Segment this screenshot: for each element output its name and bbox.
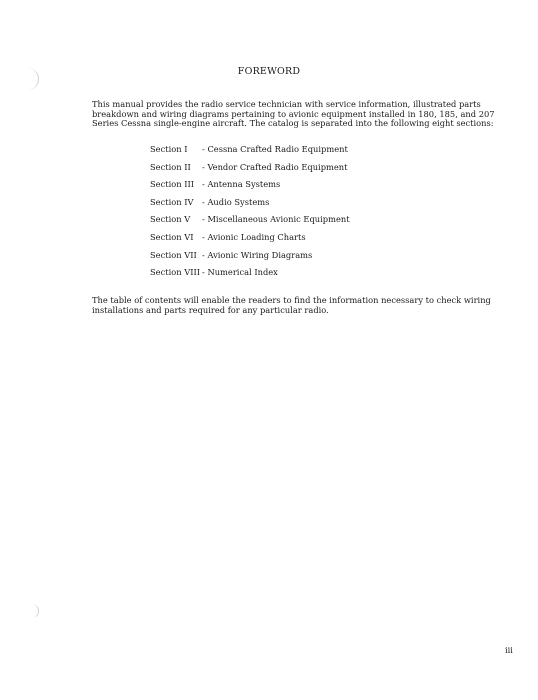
section-number: Section VI — [150, 231, 194, 242]
section-description: - Audio Systems — [202, 196, 270, 207]
section-number: Section VIII — [150, 267, 201, 278]
section-description: - Numerical Index — [202, 267, 278, 278]
section-description: - Cessna Crafted Radio Equipment — [202, 144, 348, 154]
section-description: - Avionic Loading Charts — [202, 231, 306, 242]
section-list-item — [150, 232, 410, 250]
section-description: - Avionic Wiring Diagrams — [202, 249, 313, 260]
section-list-item — [150, 179, 410, 197]
section-list-item — [150, 144, 410, 162]
section-list-item — [150, 214, 410, 232]
section-number: Section V — [150, 214, 191, 225]
section-number: Section III — [150, 179, 195, 190]
intro-paragraph: This manual provides the radio service technician with service information, illustrated parts breakdown and wiring diagrams pertaining to avionic equipment installed in 180, 185, and 207 Series Cessna single-engine aircraft. The catalog is separated into the following eight sections: — [92, 99, 495, 129]
section-list-item — [150, 250, 410, 268]
page-title: FOREWORD — [237, 66, 301, 77]
section-list-item — [150, 267, 410, 285]
section-number: Section VII — [150, 249, 197, 260]
section-number: Section IV — [150, 196, 194, 207]
section-description: - Antenna Systems — [202, 179, 281, 190]
section-description: - Vendor Crafted Radio Equipment — [202, 161, 348, 172]
binding-hole-mark — [28, 604, 39, 618]
section-list-item — [150, 162, 410, 180]
page-number: iii — [505, 645, 513, 655]
section-number: Section II — [150, 161, 191, 172]
section-list — [150, 144, 410, 285]
section-list-item — [150, 197, 410, 215]
closing-paragraph: The table of contents will enable the readers to find the information necessary to check wiring installations and parts required for any particular radio. — [92, 295, 491, 315]
section-description: - Miscellaneous Avionic Equipment — [202, 214, 350, 225]
section-number: Section I — [150, 144, 188, 154]
